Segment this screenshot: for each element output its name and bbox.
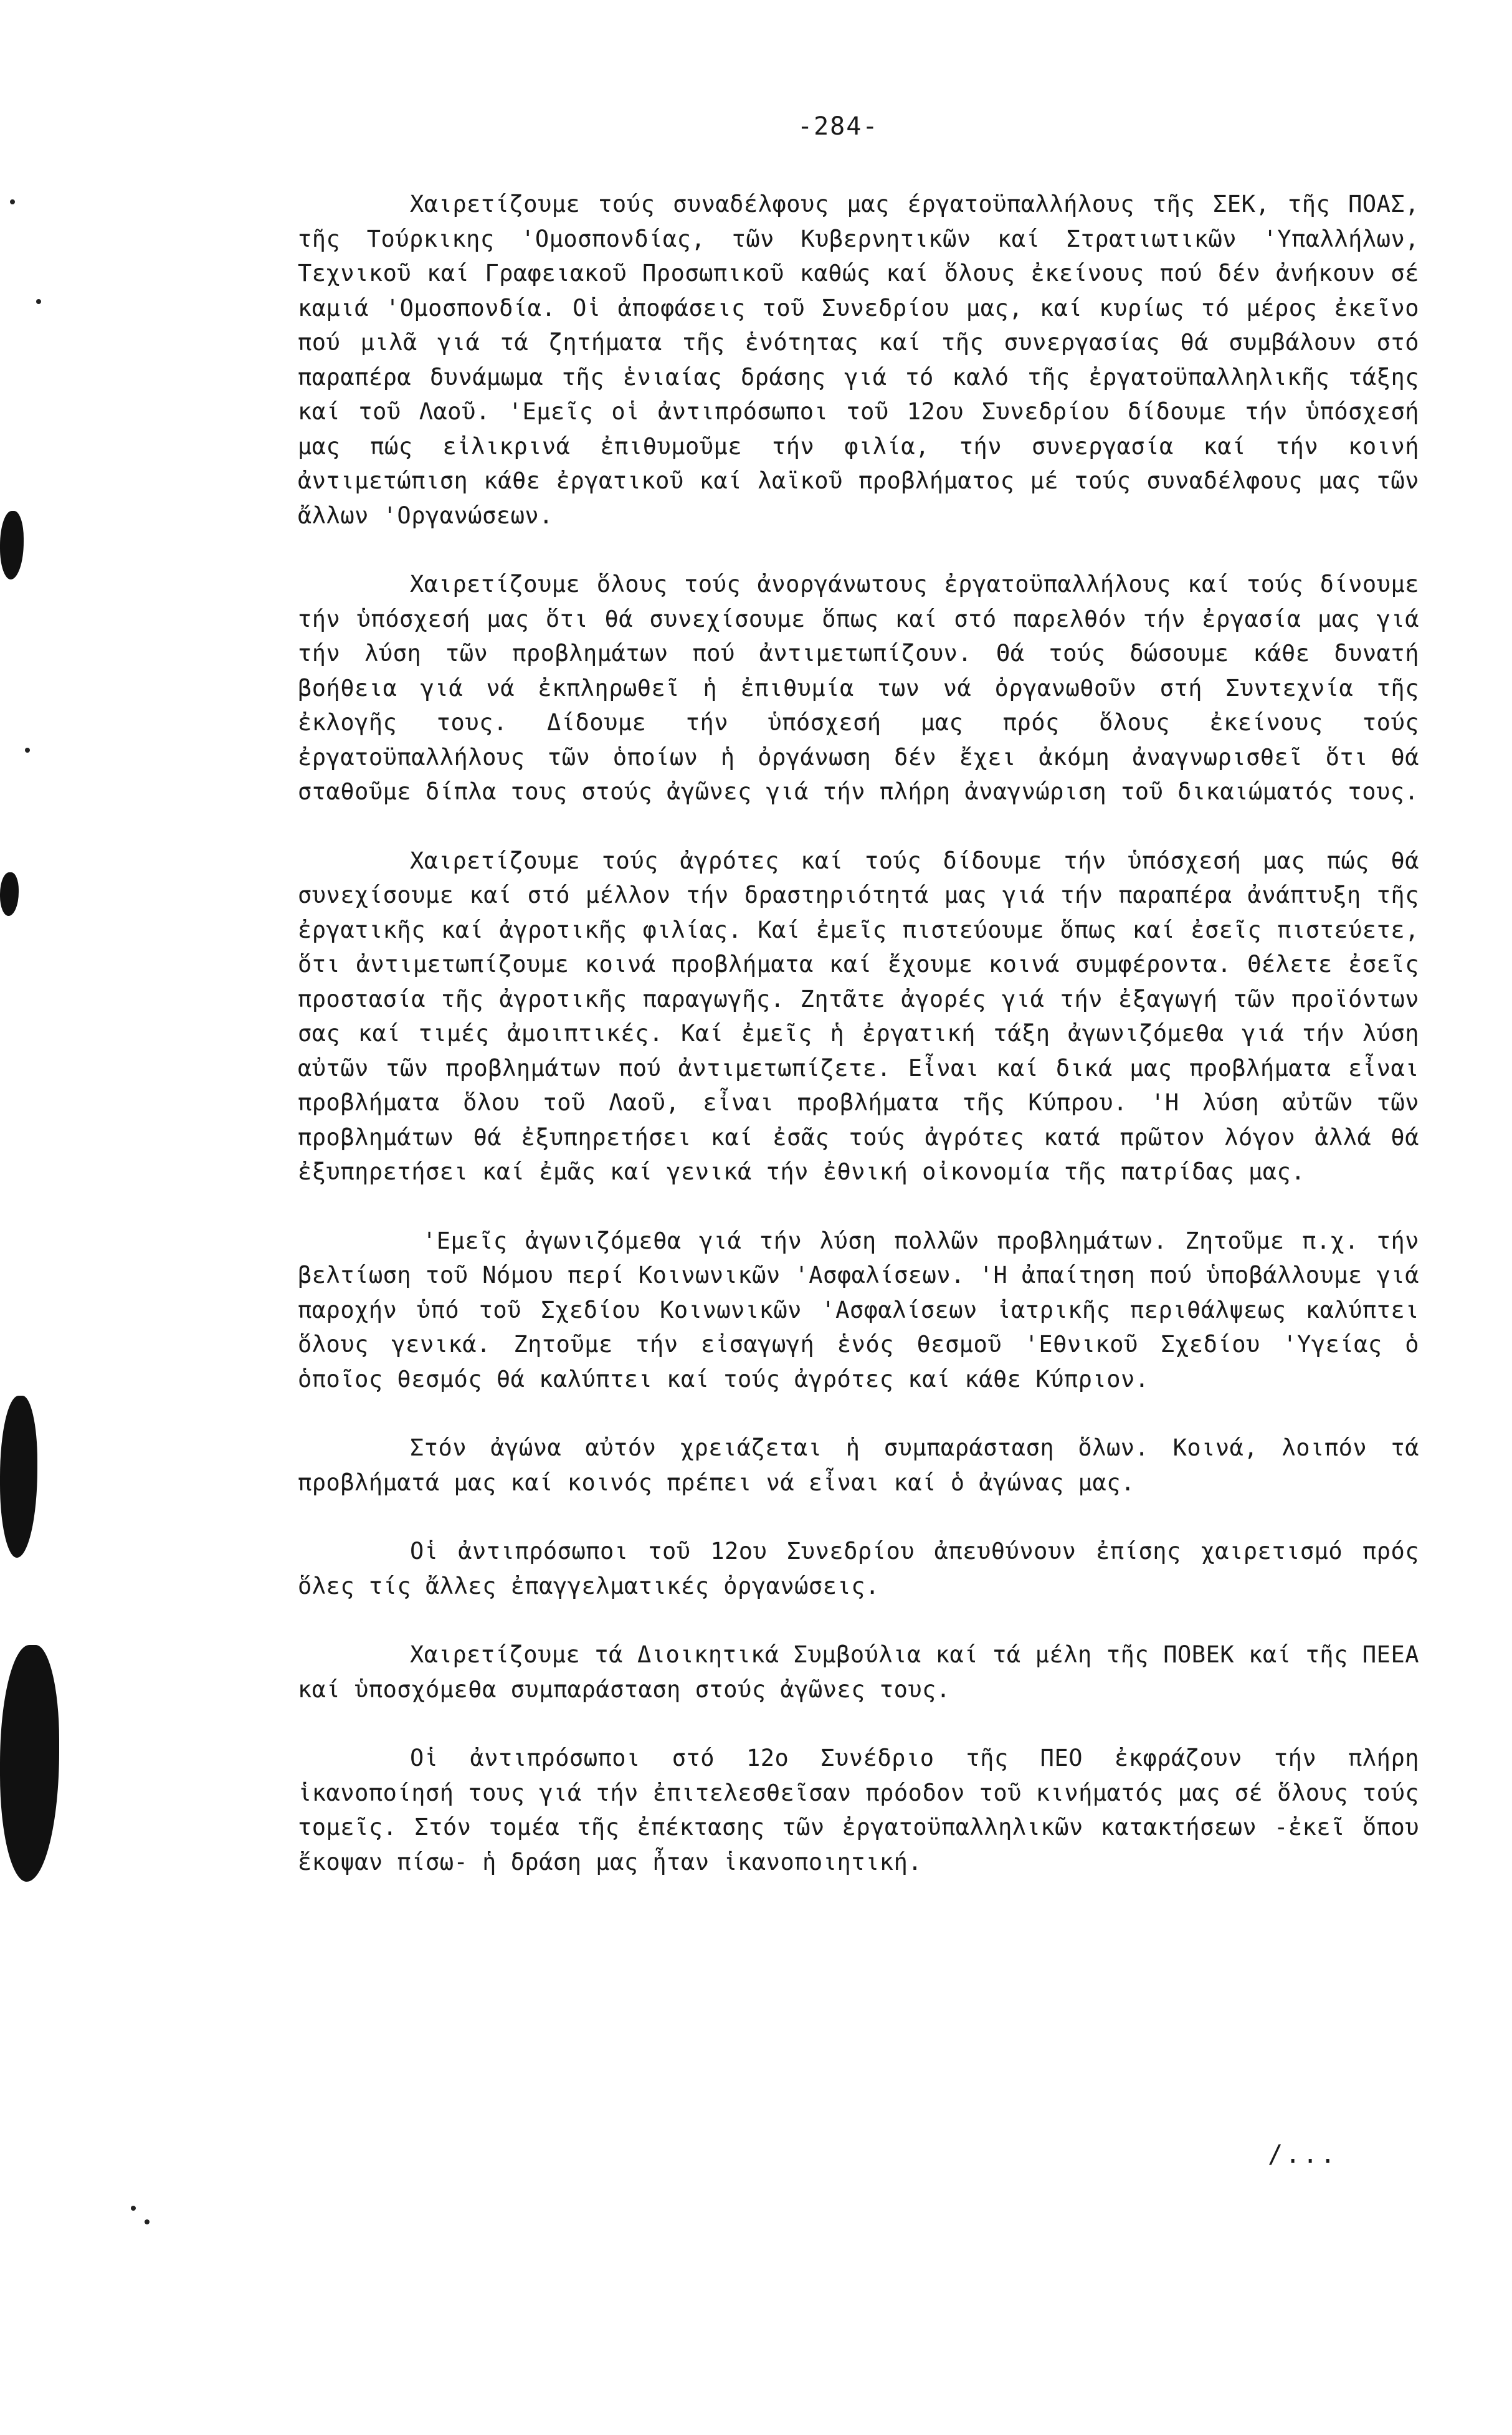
paragraph: Στόν ἀγώνα αὐτόν χρειάζεται ἡ συμπαράσταση ὅλων. Κοινά, λοιπόν τά προβλήματά μας καί κοινός πρέπει νά εἶναι καί ὁ ἀγώνας μας. <box>298 1434 1419 1496</box>
scan-blot <box>0 1645 59 1882</box>
scan-speck <box>36 299 41 304</box>
paragraph: Χαιρετίζουμε τούς συναδέλφους μας έργατοϋπαλλήλους τῆς ΣΕΚ, τῆς ΠΟΑΣ, τῆς Τούρκικης 'Ομοσπονδίας, τῶν Κυβερνητικῶν καί Στρατιωτικῶν 'Υπαλλήλων, Τεχνικοῦ καί Γραφειακοῦ Προσωπικοῦ καθώς καί ὅλους ἐκείνους πού δέν ἀνήκουν σέ καμιά 'Ομοσπονδία. Οἱ ἀποφάσεις τοῦ Συνεδρίου μας, καί κυρίως τό μέρος ἐκεῖνο πού μιλᾶ γιά τά ζητήματα τῆς ἑνότητας καί τῆς συνεργασίας θά συμβάλουν στό παραπέρα δυνάμωμα τῆς ἑνιαίας δράσης γιά τό καλό τῆς ἐργατοϋπαλληλικῆς τάξης καί τοῦ Λαοῦ. 'Εμεῖς οἱ ἀντιπρόσωποι τοῦ 12ου Συνεδρίου δίδουμε τήν ὑπόσχεσή μας πώς εἰλικρινά ἐπιθυμοῦμε τήν φιλία, τήν συνεργασία καί τήν κοινή ἀντιμετώπιση κάθε ἐργατικοῦ καί λαϊκοῦ προβλήματος μέ τούς συναδέλφους μας τῶν ἄλλων 'Οργανώσεων. <box>298 191 1419 529</box>
scan-speck <box>25 748 30 753</box>
paragraph: Χαιρετίζουμε τά Διοικητικά Συμβούλια καί τά μέλη τῆς ΠΟΒΕΚ καί τῆς ΠΕΕΑ καί ὑποσχόμεθα συμπαράσταση στούς ἀγῶνες τους. <box>298 1641 1419 1703</box>
page-number: -284- <box>797 112 879 141</box>
scan-speck <box>131 2206 136 2211</box>
scan-blot <box>0 872 19 916</box>
paragraph: Χαιρετίζουμε ὅλους τούς ἀνοργάνωτους ἐργατοϋπαλλήλους καί τούς δίνουμε τήν ὑπόσχεσή μας ὅτι θά συνεχίσουμε ὅπως καί στό παρελθόν τήν ἐργασία μας γιά τήν λύση τῶν προβλημάτων πού ἀντιμετωπίζουν. Θά τούς δώσουμε κάθε δυνατή βοήθεια γιά νά ἐκπληρωθεῖ ἡ ἐπιθυμία των νά ὀργανωθοῦν στή Συντεχνία τῆς ἐκλογῆς τους. Δίδουμε τήν ὑπόσχεσή μας πρός ὅλους ἐκείνους τούς ἐργατοϋπαλλήλους τῶν ὁποίων ἡ ὀργάνωση δέν ἔχει ἀκόμη ἀναγνωρισθεῖ ὅτι θά σταθοῦμε δίπλα τους στούς ἀγῶνες γιά τήν πλήρη ἀναγνώριση τοῦ δικαιώματός τους. <box>298 571 1419 805</box>
paragraph: Οἱ ἀντιπρόσωποι στό 12ο Συνέδριο τῆς ΠΕΟ ἐκφράζουν τήν πλήρη ἱκανοποίησή τους γιά τήν ἐπιτελεσθεῖσαν πρόοδον τοῦ κινήματός μας σέ ὅλους τούς τομεῖς. Στόν τομέα τῆς ἐπέκτασης τῶν ἐργατοϋπαλληλικῶν κατακτήσεων -ἐκεῖ ὅπου ἔκοψαν πίσω- ἡ δράση μας ἦταν ἱκανοποιητική. <box>298 1745 1419 1875</box>
paragraph: 'Εμεῖς ἀγωνιζόμεθα γιά τήν λύση πολλῶν προβλημάτων. Ζητοῦμε π.χ. τήν βελτίωση τοῦ Νόμου περί Κοινωνικῶν 'Ασφαλίσεων. 'Η ἀπαίτηση πού ὑποβάλλουμε γιά παροχήν ὑπό τοῦ Σχεδίου Κοινωνικῶν 'Ασφαλίσεων ἰατρικῆς περιθάλψεως καλύπτει ὅλους γενικά. Ζητοῦμε τήν εἰσαγωγή ἑνός θεσμοῦ 'Εθνικοῦ Σχεδίου 'Υγείας ὁ ὁποῖος θεσμός θά καλύπτει καί τούς ἀγρότες καί κάθε Κύπριον. <box>298 1227 1419 1393</box>
scan-speck <box>10 199 15 204</box>
scan-blot <box>0 511 24 579</box>
continuation-mark: /... <box>1268 2140 1338 2169</box>
paragraph: Χαιρετίζουμε τούς ἀγρότες καί τούς δίδουμε τήν ὑπόσχεσή μας πώς θά συνεχίσουμε καί στό μέλλον τήν δραστηριότητά μας γιά τήν παραπέρα ἀνάπτυξη τῆς ἐργατικῆς καί ἀγροτικῆς φιλίας. Καί ἐμεῖς πιστεύουμε ὅπως καί ἐσεῖς πιστεύετε, ὅτι ἀντιμετωπίζουμε κοινά προβλήματα καί ἔχουμε κοινά συμφέροντα. Θέλετε ἐσεῖς προστασία τῆς ἀγροτικῆς παραγωγῆς. Ζητᾶτε ἀγορές γιά τήν ἐξαγωγή τῶν προϊόντων σας καί τιμές ἀμοιπτικές. Καί ἐμεῖς ἡ ἐργατική τάξη ἀγωνιζόμεθα γιά τήν λύση αὐτῶν τῶν προβλημάτων πού ἀντιμετωπίζετε. Εἶναι καί δικά μας προβλήματα εἶναι προβλήματα ὅλου τοῦ Λαοῦ, εἶναι προβλήματα τῆς Κύπρου. 'Η λύση αὐτῶν τῶν προβλημάτων θά ἐξυπηρετήσει καί ἐσᾶς τούς ἀγρότες κατά πρῶτον λόγον ἀλλά θά ἐξυπηρετήσει καί ἐμᾶς καί γενικά τήν ἐθνική οἰκονομία τῆς πατρίδας μας. <box>298 847 1419 1185</box>
scan-speck <box>145 2219 150 2224</box>
paragraph: Οἱ ἀντιπρόσωποι τοῦ 12ου Συνεδρίου ἀπευθύνουν ἐπίσης χαιρετισμό πρός ὅλες τίς ἄλλες ἐπαγγελματικές ὀργανώσεις. <box>298 1538 1419 1599</box>
document-body <box>298 187 1419 1913</box>
scan-blot <box>0 1396 37 1558</box>
